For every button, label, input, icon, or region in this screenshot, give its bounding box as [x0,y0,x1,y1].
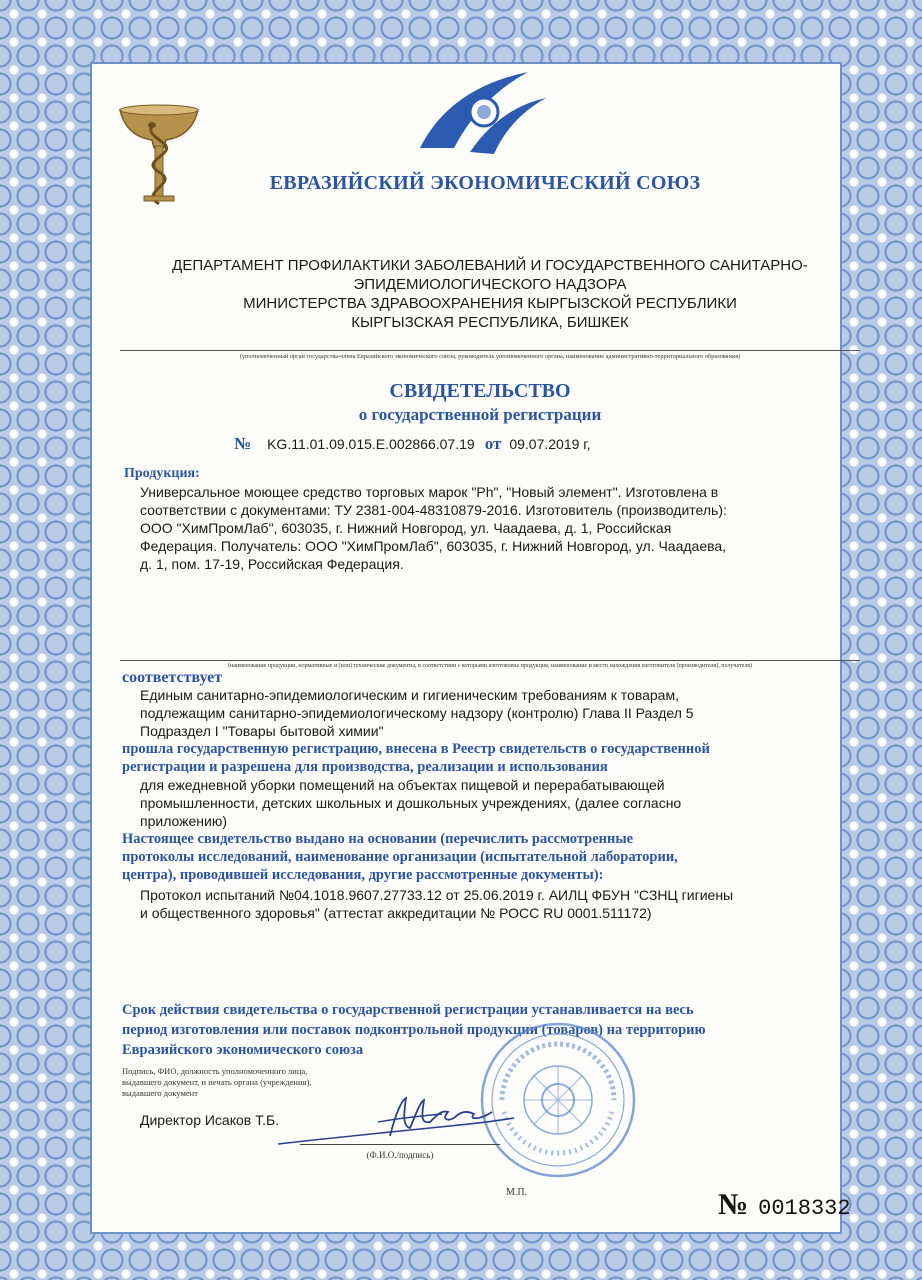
eaeu-emblem [410,68,550,158]
union-title: ЕВРАЗИЙСКИЙ ЭКОНОМИЧЕСКИЙ СОЮЗ [269,172,701,194]
conformity-line: Единым санитарно-эпидемиологическим и гигиеническим требованиям к товарам, [140,687,679,703]
registration-heading [122,740,862,776]
product-description [140,483,840,573]
product-line: Универсальное моющее средство торговых марок "Ph", "Новый элемент". Изготовлена в [140,484,719,500]
scope-line: промышленности, детских школьных и дошкольных учреждениях, (далее согласно [140,795,682,811]
mp-label: М.П. [506,1187,528,1198]
product-line: соответствии с документами: ТУ 2381-004-48310879-2016. Изготовитель (производитель): [140,502,727,518]
product-line: ООО "ХимПромЛаб", 603035, г. Нижний Новгород, ул. Чаадаева, д. 1, Российская [140,520,672,536]
product-caption: (наименование продукции, нормативные и (или) технические документы, в соответствии с которыми изготовлена продукция, наименование и место нахождения изготовителя (производителя), получателя) [120,660,860,669]
basis-heading-line: протоколы исследований, наименование организации (испытательной лаборатории, [122,849,678,865]
handwritten-signature [270,1092,520,1152]
product-heading: Продукция: [124,466,200,481]
basis-heading-line: Настоящее свидетельство выдано на основании (перечислить рассмотренные [122,831,634,847]
date-label: от [484,434,502,453]
product-line: Федерация. Получатель: ООО "ХимПромЛаб", 603035, г. Нижний Новгород, ул. Чаадаева, [140,538,727,554]
conformity-heading: соответствует [122,669,223,686]
registration-heading-line: прошла государственную регистрацию, внесена в Реестр свидетельств о государственной [122,741,710,757]
signature-caption-line: выдавшего документ, и печать органа (учреждения), [122,1077,312,1087]
signature-caption-line: выдавшего документ [122,1088,198,1098]
fio-caption: (Ф.И.О./подпись) [366,1150,434,1160]
basis-heading-line: центра), проводившей исследования, другие рассмотренные документы): [122,867,604,883]
serial-number-label: № [718,1188,749,1221]
serial-number: 0018332 [758,1196,851,1221]
department-block [120,256,860,332]
signature-caption-line: Подпись, ФИО, должность уполномоченного лица, [122,1066,308,1076]
certificate-number-row [234,434,754,454]
validity-line: Срок действия свидетельства о государственной регистрации устанавливается на весь [122,1002,694,1018]
registration-number: KG.11.01.09.015.Е.002866.07.19 [267,436,475,452]
validity-line: период изготовления или поставок подконтрольной продукции (товаров) на территорию [122,1022,706,1038]
protocol-line: и общественного здоровья" (аттестат аккредитации № РОСС RU 0001.511172) [140,905,652,921]
department-line-2: ЭПИДЕМИОЛОГИЧЕСКОГО НАДЗОРА [353,276,627,293]
scope-line: приложению) [140,813,228,829]
signer-name: Директор Исаков Т.Б. [140,1112,280,1128]
signature-line [300,1144,500,1145]
number-label: № [234,434,252,453]
authority-caption: (уполномоченный орган государства-члена Евразийского экономического союза, руководитель уполномоченного органа, наименование административно-территориального образования) [120,350,860,360]
department-line-4: КЫРГЫЗСКАЯ РЕСПУБЛИКА, БИШКЕК [351,314,629,331]
registration-heading-line: регистрации и разрешена для производства, реализации и использования [122,759,608,775]
department-line-1: ДЕПАРТАМЕНТ ПРОФИЛАКТИКИ ЗАБОЛЕВАНИЙ И ГОСУДАРСТВЕННОГО САНИТАРНО- [172,257,808,274]
registration-scope [140,776,840,830]
registration-date: 09.07.2019 г, [509,436,591,452]
basis-protocols [140,886,840,922]
conformity-line: подлежащим санитарно-эпидемиологическому надзору (контролю) Глава II Раздел 5 [140,705,694,721]
certificate-subtitle: о государственной регистрации [358,405,602,424]
conformity-line: Подраздел I "Товары бытовой химии" [140,723,384,739]
protocol-line: Протокол испытаний №04.1018.9607.27733.12 от 25.06.2019 г. АИЛЦ ФБУН "СЗНЦ гигиены [140,887,734,903]
department-line-3: МИНИСТЕРСТВА ЗДРАВООХРАНЕНИЯ КЫРГЫЗСКОЙ РЕСПУБЛИКИ [243,295,737,312]
scope-line: для ежедневной уборки помещений на объектах пищевой и перерабатывающей [140,777,665,793]
certificate-title: СВИДЕТЕЛЬСТВО [389,380,571,402]
conformity-text [140,686,840,740]
product-line: д. 1, пом. 17-19, Российская Федерация. [140,556,404,572]
serial-number-row [718,1188,851,1222]
basis-heading [122,830,842,884]
validity-line: Евразийского экономического союза [122,1042,364,1058]
